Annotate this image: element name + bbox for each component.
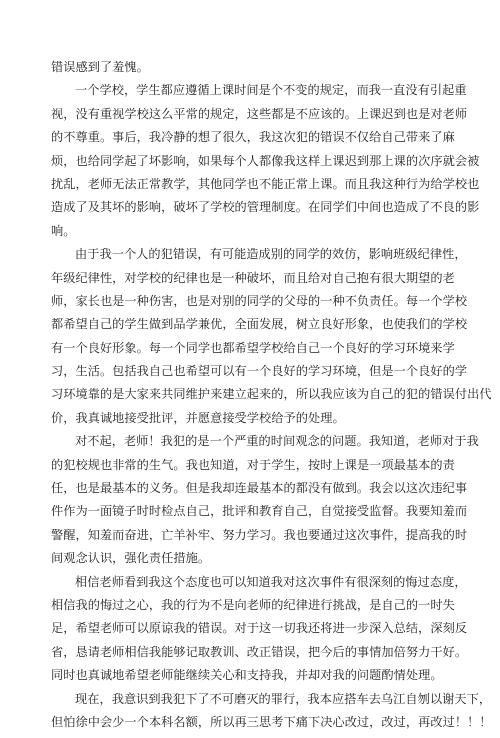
- text-line: 相信我的悔过之心，我的行为不是向老师的纪律进行挑战，是自己的一时失: [51, 597, 455, 612]
- text-line: 一个学校，学生都应遵循上课时间是个不变的规定，而我一直没有引起重: [75, 83, 467, 98]
- text-line: 错误感到了羞愧。: [51, 60, 149, 74]
- text-line: 师，家长也是一种伤害，也是对别的同学的父母的一种不负责任。每一个学校: [51, 293, 468, 308]
- text-line: 响。: [51, 223, 76, 238]
- text-line: 习，生活。包括我自己也希望可以有一个良好的学习环境，但是一个良好的学: [51, 364, 468, 379]
- text-line: 件作为一面镜子时时检点自己，批评和教育自己，自觉接受监督。我要知羞而: [51, 504, 468, 519]
- text-line: 年级纪律性，对学校的纪律也是一种破坏，而且给对自己抱有很大期望的老: [51, 270, 455, 285]
- text-line: 任，也是最基本的义务。但是我却连最基本的都没有做到。我会以这次违纪事: [51, 481, 468, 496]
- text-line: 对不起，老师！我犯的是一个严重的时间观念的问题。我知道，老师对于我: [75, 434, 479, 449]
- text-line: 的犯校规也非常的生气。我也知道，对于学生，按时上课是一项最基本的责: [51, 457, 455, 472]
- text-line: 习环境靠的是大家来共同维护来建立起来的，所以我应该为自己的犯的错误付出代: [51, 387, 492, 402]
- text-line: 由于我一个人的犯错误，有可能造成别的同学的效仿，影响班级纪律性，: [75, 247, 467, 262]
- text-line: 相信老师看到我这个态度也可以知道我对这次事件有很深刻的悔过态度，: [75, 574, 467, 589]
- text-line: 警醒，知羞而奋进，亡羊补牢、努力学习。我也要通过这次事件，提高我的时: [51, 527, 468, 542]
- text-line: 价，我真诚地接受批评，并愿意接受学校给予的处理。: [51, 410, 345, 425]
- text-line: 造成了及其坏的影响，破坏了学校的管理制度。在同学们中间也造成了不良的影: [51, 200, 480, 215]
- document-body: [51, 60, 492, 738]
- text-line: 有一个良好形象。每一个同学也都希望学校给自己一个良好的学习环境来学: [51, 340, 455, 355]
- text-line: 省，恳请老师相信我能够记取教训、改正错误，把今后的事情加倍努力干好。: [51, 644, 468, 659]
- text-line: 现在，我意识到我犯下了不可磨灭的罪行，我本应搭车去乌江自刎以谢天下，: [75, 691, 492, 706]
- text-line: 的不尊重。事后，我冷静的想了很久，我这次犯的错误不仅给自己带来了麻: [51, 130, 455, 145]
- text-line: 烦，也给同学起了坏影响，如果每个人都像我这样上课迟到那上课的次序就会被: [51, 153, 480, 168]
- text-line: 足，希望老师可以原谅我的错误。对于这一切我还将进一步深入总结，深刻反: [51, 621, 468, 636]
- text-line: 扰乱，老师无法正常教学，其他同学也不能正常上课。而且我这种行为给学校也: [51, 176, 480, 191]
- text-line: 但怕徐中会少一个本科名额，所以再三思考下痛下决心改过，改过，再改过！！！: [51, 714, 492, 729]
- text-line: 同时也真诚地希望老师能继续关心和支持我，并却对我的问题酌情处理。: [51, 668, 443, 683]
- text-line: 视，没有重视学校这么平常的规定，这些都是不应该的。上课迟到也是对老师: [51, 106, 468, 121]
- text-line: 间观念认识，强化责任措施。: [51, 551, 211, 566]
- text-line: 都希望自己的学生做到品学兼优，全面发展，树立良好形象，也使我们的学校: [51, 317, 468, 332]
